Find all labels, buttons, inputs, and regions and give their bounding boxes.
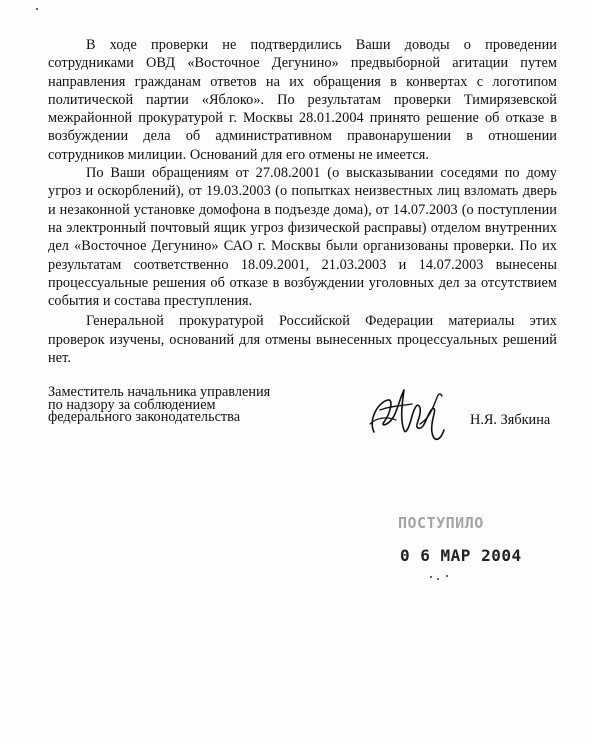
paragraph-1: В ходе проверки не подтвердились Ваши доводы о проведении сотрудниками ОВД «Восточное Дегунино» предвыборной агитации путем направления гражданам ответов на их обращения в конвертах с логотипом политической партии «Яблоко». По результатам проверки Тимирязевской межрайонной прокуратурой г. Москвы 28.01.2004 принято решение об отказе в возбуждении дела об административном правонарушении в отношении сотрудников милиции. Оснований для его отмены не имеется. <box>48 37 557 163</box>
stamp-word: ПОСТУПИЛО <box>398 514 484 532</box>
paragraph-3: Генеральной прокуратурой Российской Федерации материалы этих проверок изучены, оснований для отмены вынесенных процессуальных решений нет. <box>48 313 557 367</box>
signer-title-line-1: Заместитель начальника управления <box>48 384 271 400</box>
signer-name: Н.Я. Зябкина <box>470 412 551 428</box>
signer-title-line-2: по надзору за соблюдением <box>48 396 216 413</box>
letter-body <box>48 36 557 367</box>
ink-speck <box>430 576 432 578</box>
ink-speck <box>36 8 38 10</box>
stamp-marks <box>428 572 458 584</box>
signer-title <box>48 386 288 424</box>
handwritten-signature <box>360 380 460 450</box>
ink-speck <box>437 578 439 580</box>
signer-title-line-3: федерального законодательства <box>48 409 241 425</box>
stamp-date: 0 6 МАР 2004 <box>400 546 522 565</box>
received-stamp <box>398 508 522 578</box>
paragraph-2: По Ваши обращениям от 27.08.2001 (о высказывании соседями по дому угроз и оскорблений), от 19.03.2003 (о попытках неизвестных лиц взломать дверь и незаконной установке домофона в подъезде дома), от 14.07.2003 (о поступлении на электронный почтовый ящик угроз физической расправы) отделом внутренних дел «Восточное Дегунино» САО г. Москвы были организованы проверки. По их результатам соответственно 18.09.2001, 21.03.2003 и 14.07.2003 вынесены процессуальные решения об отказе в возбуждении уголовных дел за отсутствием события и состава преступления. <box>48 165 557 310</box>
ink-speck <box>446 575 448 577</box>
